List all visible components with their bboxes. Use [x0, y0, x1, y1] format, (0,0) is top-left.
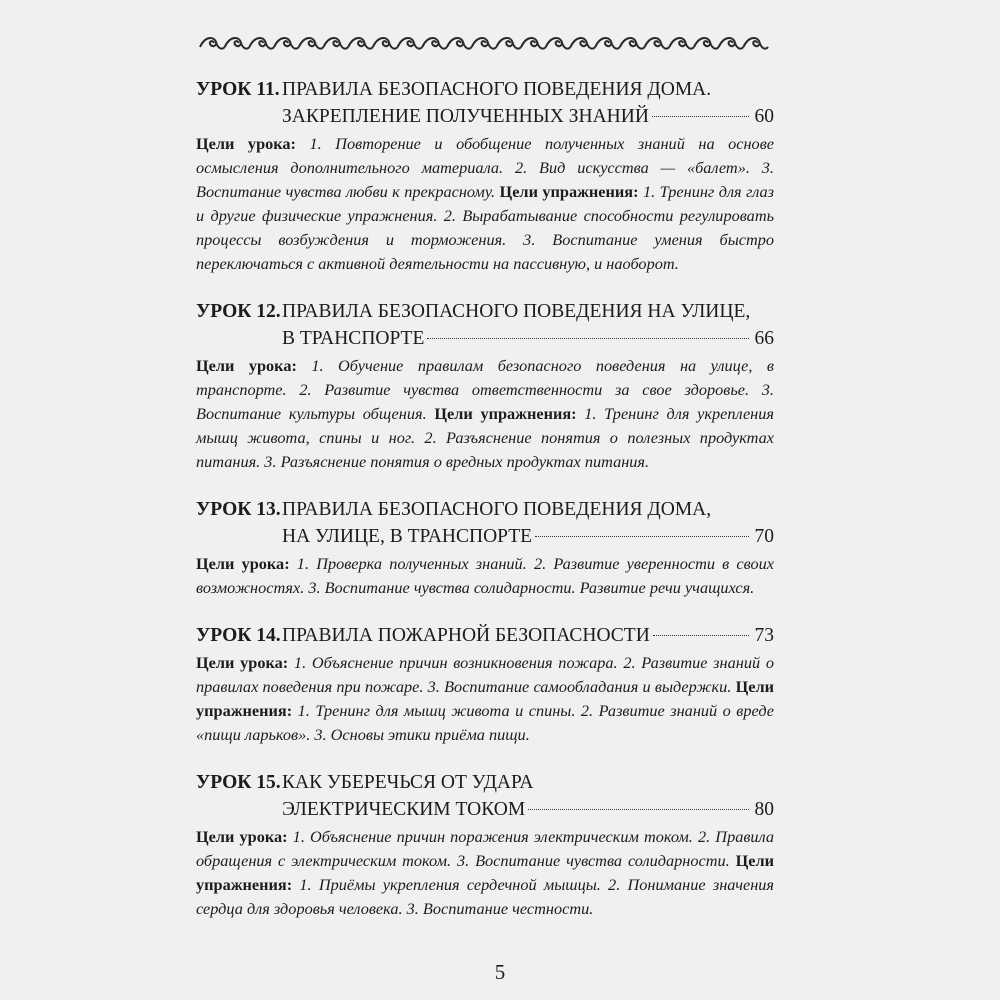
- lesson-number: УРОК 15.: [196, 772, 281, 793]
- exercise-goals-label: Цели упражнения:: [434, 404, 577, 423]
- ornament-scroll: [521, 38, 546, 49]
- exercise-goals-text: 1. Тренинг для укрепления мышц живота, спины и ног. 2. Разъяснение понятия о полезных продуктах питания. 3. Разъяснение понятия о вредных продуктах питания.: [196, 404, 774, 471]
- ornament-scroll: [620, 38, 645, 49]
- ornament-scroll: [546, 38, 571, 49]
- page-number-link[interactable]: 70: [754, 526, 774, 547]
- lesson-description: [196, 651, 774, 747]
- goals-text: 1. Объяснение причин возникновения пожара. 2. Развитие знаний о правилах поведения при пожаре. 3. Воспитание самообладания и выдержки.: [196, 653, 774, 696]
- dot-leader: [535, 536, 748, 537]
- ornament-scroll: [719, 38, 744, 49]
- page-number-link[interactable]: 73: [754, 625, 774, 646]
- lesson-title-line: ЗАКРЕПЛЕНИЕ ПОЛУЧЕННЫХ ЗНАНИЙ: [282, 106, 649, 127]
- ornament-scroll: [645, 38, 670, 49]
- ornament-scroll: [669, 38, 694, 49]
- dot-leader: [427, 338, 748, 339]
- goals-text: 1. Обучение правилам безопасного поведения на улице, в транспорте. 2. Развитие чувства ответственности за свое здоровье. 3. Воспитание культуры общения.: [196, 356, 774, 423]
- lesson-title-line: НА УЛИЦЕ, В ТРАНСПОРТЕ: [282, 526, 533, 547]
- ornament-scroll: [249, 38, 274, 49]
- exercise-goals-label: Цели упражнения:: [196, 851, 774, 894]
- goals-label: Цели урока:: [196, 554, 290, 573]
- toc-entry-lesson-13: [196, 496, 774, 600]
- lesson-number: УРОК 14.: [196, 625, 281, 646]
- goals-text: 1. Повторение и обобщение полученных знаний на основе осмысления дополнительного материала. 2. Вид искусства — «балет». 3. Воспитание чувства любви к прекрасному.: [196, 134, 774, 201]
- ornament-scroll: [373, 38, 398, 49]
- ornament-scroll: [422, 38, 447, 49]
- ornament-scroll: [274, 38, 299, 49]
- goals-label: Цели урока:: [196, 356, 297, 375]
- lesson-title-line: КАК УБЕРЕЧЬСЯ ОТ УДАРА: [282, 772, 534, 793]
- exercise-goals-label: Цели упражнения:: [499, 182, 639, 201]
- lesson-number: УРОК 12.: [196, 301, 281, 322]
- ornament-scroll: [447, 38, 472, 49]
- goals-label: Цели урока:: [196, 134, 296, 153]
- lesson-description: [196, 354, 774, 474]
- ornament-scroll: [225, 38, 250, 49]
- goals-label: Цели урока:: [196, 827, 288, 846]
- exercise-goals-text: 1. Тренинг для мышц живота и спины. 2. Развитие знаний о вреде «пищи ларьков». 3. Основы этики приёма пищи.: [196, 701, 774, 744]
- page-number-link[interactable]: 60: [754, 106, 774, 127]
- ornament-scroll: [200, 38, 225, 49]
- lesson-number: УРОК 13.: [196, 499, 281, 520]
- lesson-description: [196, 825, 774, 921]
- page-number-link[interactable]: 80: [754, 799, 774, 820]
- page-number-link[interactable]: 66: [754, 328, 774, 349]
- toc-entry-lesson-11: [196, 76, 774, 276]
- ornament-scroll: [348, 38, 373, 49]
- toc-entry-lesson-12: [196, 298, 774, 474]
- lesson-title-line: ПРАВИЛА БЕЗОПАСНОГО ПОВЕДЕНИЯ ДОМА.: [282, 79, 712, 100]
- lesson-title-line: ЭЛЕКТРИЧЕСКИМ ТОКОМ: [282, 799, 526, 820]
- ornament-scroll: [595, 38, 620, 49]
- toc-entry-lesson-15: [196, 769, 774, 921]
- exercise-goals-text: 1. Приёмы укрепления сердечной мышцы. 2. Понимание значения сердца для здоровья человека. 3. Воспитание честности.: [196, 875, 774, 918]
- lesson-description: [196, 132, 774, 276]
- ornament-scroll: [571, 38, 596, 49]
- lesson-title-line: ПРАВИЛА БЕЗОПАСНОГО ПОВЕДЕНИЯ НА УЛИЦЕ,: [282, 301, 751, 322]
- toc-entry-lesson-14: [196, 622, 774, 747]
- exercise-goals-label: Цели упражнения:: [196, 677, 775, 720]
- exercise-goals-text: 1. Тренинг для глаз и другие физические упражнения. 2. Вырабатывание способности регулировать процессы возбуждения и торможения. 3. Воспитание умения быстро переключаться с активной деятельности на пассивную, и наоборот.: [196, 182, 774, 273]
- dot-leader: [652, 116, 749, 117]
- lesson-title-line: В ТРАНСПОРТЕ: [282, 328, 425, 349]
- lesson-title-line: ПРАВИЛА БЕЗОПАСНОГО ПОВЕДЕНИЯ ДОМА,: [282, 499, 712, 520]
- wave-scroll-ornament-icon: [196, 30, 770, 56]
- lesson-number: УРОК 11.: [196, 79, 280, 100]
- goals-text: 1. Проверка полученных знаний. 2. Развитие уверенности в своих возможностях. 3. Воспитание чувства солидарности. Развитие речи учащихся.: [196, 554, 774, 597]
- table-of-contents: [196, 76, 774, 943]
- ornament-scroll: [472, 38, 497, 49]
- ornament-scroll: [324, 38, 349, 49]
- ornament-scroll: [398, 38, 423, 49]
- goals-text: 1. Объяснение причин поражения электрическим током. 2. Правила обращения с электрическим током. 3. Воспитание чувства солидарности.: [196, 827, 774, 870]
- dot-leader: [653, 635, 749, 636]
- ornament-scroll: [299, 38, 324, 49]
- ornament-scroll: [743, 38, 768, 49]
- page-folio-number: 5: [494, 960, 506, 984]
- ornament-scroll: [694, 38, 719, 49]
- ornament-scroll: [496, 38, 521, 49]
- lesson-description: [196, 552, 774, 600]
- dot-leader: [528, 809, 748, 810]
- lesson-title-line: ПРАВИЛА ПОЖАРНОЙ БЕЗОПАСНОСТИ: [282, 625, 650, 646]
- goals-label: Цели урока:: [196, 653, 289, 672]
